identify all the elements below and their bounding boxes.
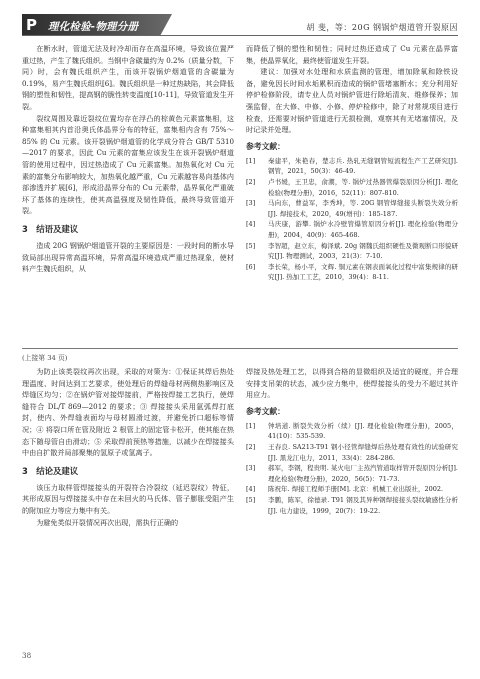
page-number: 38 [22,651,32,660]
top-left-column [22,43,234,275]
paragraph: 该压力取样管焊接接头的开裂符合冷裂纹（延迟裂纹）特征，其形成原因与焊接接头中存在未回火的马氏体、管子膨胀受阻产生的附加应力等应力集中有关。 [22,482,234,515]
paragraph: 造成 20G 钢锅炉烟道管开裂的主要原因是：一段时间的断水导致局部出现异常高温环境，异常高温环境造成严重过热现象，使材料产生魏氏组织，从 [22,240,234,274]
reference-item: [5] 李鹏，陈军，徐德录. T91 钢及其异种钢焊接接头裂纹敏感性分析[J]. 电力建设，1999，20(7)：19-22. [246,495,458,515]
bottom-right-column [246,366,458,516]
reference-list [246,421,458,516]
top-right-column [246,43,458,283]
paragraph: 在断水时，管道无法及时冷却而存在高温环境，导致该位置严重过热，产生了魏氏组织。当钢中含碳量约为 0.2%（质量分数，下同）时，会有魏氏组织产生，而该开裂锅炉烟道管的含碳量为 0.19%，易产生魏氏组织[6]。魏氏组织是一种过热缺陷，其会降低钢的塑性和韧性，提高钢的脆性转变温度[10-11]，导致管道发生开裂。 [22,44,234,111]
continued-note: (上接第 34 页) [22,354,68,362]
header-rule [22,35,458,36]
paragraph: 为防止该类裂纹再次出现，采取的对策为：①保证其焊后热处理温度、时间达到工艺要求，使处理后的焊缝母材两侧热影响区及焊缝区均匀；②在锅炉管对接焊接前，严格按焊接工艺执行，使焊缝符合 DL/T 869—2012 的要求；③ 焊接接头采用氩弧焊打底封，使内、外焊缝表面均与母材圆滑过渡，并避免折口超标等情况；④ 将裂口所在管及附近 2 根管上的固定管卡松开，使其能在热态下随母管自由滑动；⑤ 采取焊前预热等措施，以减少在焊接接头中由自扩散并局部聚集的氢原子或氢离子。 [22,367,234,458]
paragraph: 而降低了钢的塑性和韧性；同时过热还造成了 Cu 元素在晶界富集，使晶界氧化，最终使管道发生开裂。 [246,44,458,65]
references-heading: 参考文献： [246,141,285,151]
reference-item: [6] 李长荣，杨小平，文辉. 铜元素在钢表面氧化过程中富集规律的研究[J]. 热加工工艺，2010，39(4)：8-11. [246,262,458,282]
section-heading: 3 结论及建议 [22,465,79,476]
reference-list [246,156,458,283]
references-heading: 参考文献： [246,406,285,416]
reference-item: [4] 马庆康，游攀. 锅炉水冷壁管爆管原因分析[J]. 理化检验(物理分册)，2004，40(9)：465-468. [246,220,458,239]
paragraph: 焊接及热处理工艺，以得到合格的显微组织及适宜的硬度，并合理安排支吊架的状态，减少应力集中，使焊接接头的受力不超过其许用应力。 [246,367,458,400]
journal-title: 理化检验-物理分册 [48,21,139,33]
reference-item: [1] 秦建平，朱艳春，楚志兵. 热轧无缝钢管短流程生产工艺研究[J]. 钢管，2021，50(3)：46-49. [246,156,458,176]
logo-glyph: P [26,16,37,34]
journal-logo [22,14,172,36]
bottom-left-column [22,366,234,528]
reference-item: [4] 陈祝年. 焊接工程师手册[M]. 北京：机械工业出版社，2002. [246,485,444,494]
reference-item: [3] 马向东，曹益军，李秀坤，等. 20G 钢管焊缝接头断裂失效分析[J]. 焊接技术，2020，49(增刊)：185-187. [246,199,458,218]
article-divider [22,348,458,349]
running-head: 胡 斐，等：20G 钢锅炉烟道管开裂原因 [306,23,458,32]
paragraph: 裂纹周围及靠近裂纹位置均存在浮凸的棕黄色元素富集相，这种富集相其内首沿奥氏体晶界分布的特征，富集相内含有 75%～85% 的 Cu 元素。该开裂锅炉烟道管的化学成分符合 GB/T 5310—2017 的要求，因此 Cu 元素的富集应该发生在该开裂锅炉烟道管的使用过程中，因过热造成了 Cu 元素富集。加热氧化对 Cu 元素的富集分布影响较大，加热氧化越严重，Cu 元素越容易向基体内部渗透并扩展[6]，形成沿晶界分布的 Cu 元素带，晶界氧化严重破坏了基体的连续性，使其高温强度及韧性降低，最终导致管道开裂。 [22,113,234,216]
reference-item: [3] 郝军，李钢，程贵明. 某火电厂主蒸汽管道取样管开裂原因分析[J]. 理化检验(物理分册)，2020，56(5)：71-73. [246,464,458,483]
reference-item: [2] 卢书媛，王卫忠，俞潮，等. 锅炉过热器管爆裂原因分析[J]. 理化检验(物理分册)，2016，52(11)：807-810. [246,177,458,197]
reference-item: [1] 钟培道. 断裂失效分析（续）[J]. 理化检验(物理分册)，2005，41(10)：535-539. [246,421,458,441]
reference-item: [5] 李智超，赵立东，梅泽斌. 20g 钢魏氏组织硬性及微观断口形貌研究[J]. 物理测试，2003，21(3)：7-10. [246,241,458,261]
paragraph: 建议：加强对水处理和水质监测的管理，增加除氧和除铁设备，避免因长时间水垢累积而造成的锅炉管堵塞断水；充分利用好停炉检修阶段，请专业人员对锅炉管进行除垢清灰、维修保养；加强监督，在大修、中修、小修、停炉检修中，除了对常规项目进行检查，还需要对锅炉管道进行无损检测，观察其有无堵塞情况，及时记录并处理。 [246,67,458,135]
paragraph: 为避免类似开裂情况再次出现，需执行正确的 [36,517,179,527]
reference-item: [2] 王春良. SA213-T91 钢小径管焊缝焊后热处理有效性的试验研究[J]. 黑龙江电力，2011，33(4)：284-286. [246,442,458,462]
section-heading: 3 结语及建议 [22,223,79,234]
